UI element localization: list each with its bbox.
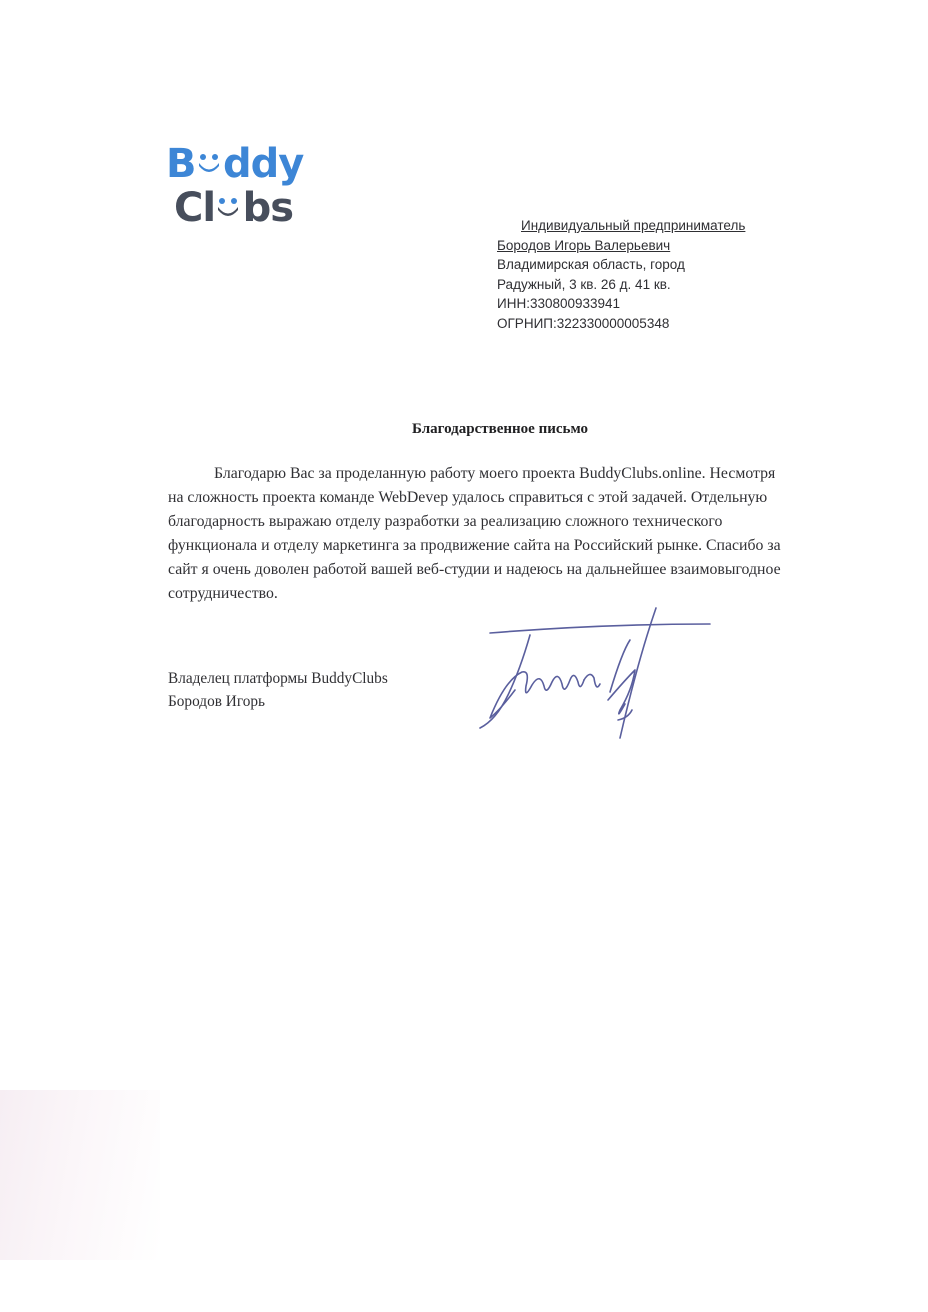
letter-title: Благодарственное письмо <box>412 421 588 437</box>
requisites-line-inn: ИНН:330800933941 <box>497 296 621 312</box>
body-line: сайт я очень доволен работой вашей веб-студии и надеюсь на дальнейшее взаимовыгодное <box>168 561 781 578</box>
body-line: сотрудничество. <box>168 585 278 602</box>
handwritten-signature <box>460 600 730 750</box>
smile-icon <box>196 144 223 184</box>
signoff-role: Владелец платформы BuddyClubs <box>168 670 388 687</box>
logo-line-buddy: B ddy <box>166 141 304 187</box>
body-line: на сложность проекта команде WebDevep удалось справиться с этой задачей. Отдельную <box>168 489 768 506</box>
requisites-line-region: Владимирская область, город <box>497 257 685 273</box>
body-line: благодарность выражаю отделу разработки за реализацию сложного технического <box>168 513 723 530</box>
entrepreneur-requisites <box>497 216 797 334</box>
letter-body <box>168 462 832 606</box>
buddyclubs-logo <box>166 142 306 232</box>
requisites-line-name: Бородов Игорь Валерьевич <box>497 237 671 253</box>
logo-line-clubs: Cl bs <box>174 185 294 231</box>
scan-shadow <box>0 1090 160 1260</box>
body-line: Благодарю Вас за проделанную работу моего проекта BuddyClubs.online. Несмотря <box>214 465 776 482</box>
smile-icon-bottom <box>215 188 242 228</box>
signoff-name: Бородов Игорь <box>168 693 265 710</box>
requisites-line-status: Индивидуальный предприниматель <box>521 218 746 233</box>
signoff <box>168 667 388 713</box>
requisites-line-ogrnip: ОГРНИП:322330000005348 <box>497 315 670 331</box>
body-line: функционала и отделу маркетинга за продвижение сайта на Российский рынке. Спасибо за <box>168 537 781 554</box>
requisites-line-address: Радужный, 3 кв. 26 д. 41 кв. <box>497 276 671 292</box>
